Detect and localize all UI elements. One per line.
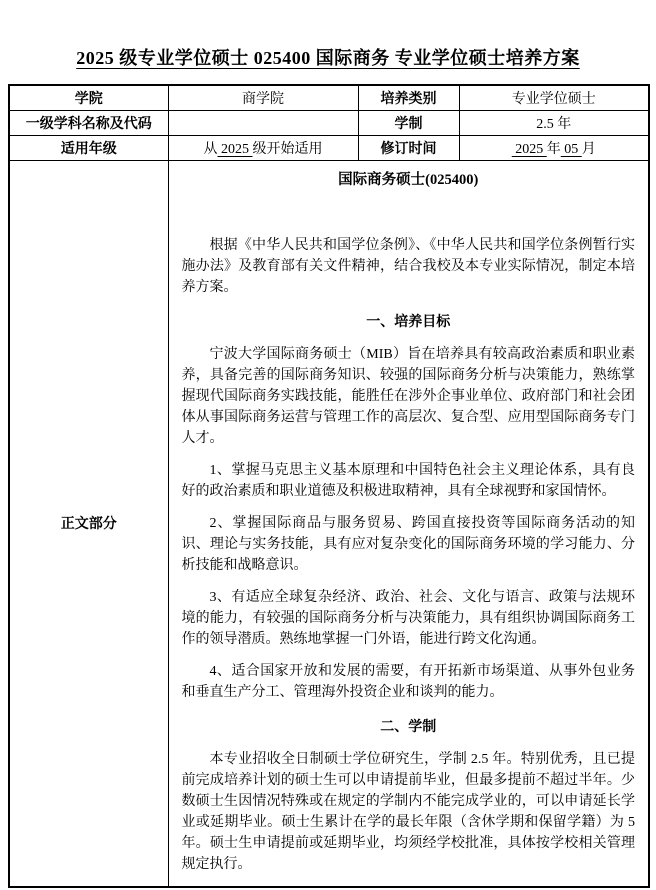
table-row-body bbox=[9, 160, 649, 887]
document-title bbox=[8, 44, 648, 70]
table-row-discipline bbox=[9, 110, 649, 135]
paragraph-intro: 根据《中华人民共和国学位条例》、《中华人民共和国学位条例暂行实施办法》及教育部有关文件精神，结合我校及本专业实际情况，制定本培养方案。 bbox=[181, 237, 635, 295]
table-row-grade bbox=[9, 135, 649, 160]
paragraph-item-4: 4、适合国家开放和发展的需要，有开拓新市场渠道、从事外包业务和垂直生产分工、管理海外投资企业和谈判的能力。 bbox=[181, 663, 635, 700]
paragraph-item-2: 2、掌握国际商品与服务贸易、跨国直接投资等国际商务活动的知识、理论与实务技能，具有应对复杂变化的国际商务环境的学习能力、分析技能和战略意识。 bbox=[181, 515, 635, 573]
table-row-college bbox=[9, 85, 649, 110]
grade-value-prefix: 从 bbox=[203, 141, 218, 157]
revision-year-unit: 年 bbox=[546, 141, 561, 157]
paragraph-goals: 宁波大学国际商务硕士（MIB）旨在培养具有较高政治素质和职业素养，具备完善的国际商务知识、较强的国际商务分析与决策能力，熟练掌握现代国际商务实践技能，能胜任在涉外企事业单位、政府部门和社会团体从事国际商务运营与管理工作的高层次、复合型、应用型国际商务专门人才。 bbox=[181, 346, 635, 446]
category-label: 培养类别 bbox=[358, 85, 459, 110]
college-label: 学院 bbox=[9, 85, 168, 110]
body-section-label: 正文部分 bbox=[9, 160, 168, 887]
category-value: 专业学位硕士 bbox=[459, 85, 649, 110]
program-heading: 国际商务硕士(025400) bbox=[338, 171, 479, 188]
paragraph-item-1: 1、掌握马克思主义基本原理和中国特色社会主义理论体系，具有良好的政治素质和职业道德及积极进取精神，具有全球视野和家国情怀。 bbox=[181, 462, 635, 499]
section-heading-goals: 一、培养目标 bbox=[366, 314, 451, 330]
discipline-value bbox=[168, 110, 358, 135]
college-value: 商学院 bbox=[168, 85, 358, 110]
grade-value-year: 2025 bbox=[217, 141, 253, 157]
body-content bbox=[168, 160, 649, 887]
grade-value-suffix: 级开始适用 bbox=[252, 141, 323, 157]
revision-label: 修订时间 bbox=[358, 135, 459, 160]
duration-value: 2.5 年 bbox=[459, 110, 649, 135]
revision-year: 2025 bbox=[511, 141, 547, 157]
section-heading-schooling: 二、学制 bbox=[380, 719, 437, 735]
revision-month: 05 bbox=[560, 141, 582, 157]
paragraph-item-3: 3、有适应全球复杂经济、政治、社会、文化与语言、政策与法规环境的能力，有较强的国际商务分析与决策能力，具有组织协调国际商务工作的领导潜质。熟练地掌握一门外语，能进行跨文化沟通。 bbox=[181, 589, 635, 647]
revision-month-unit: 月 bbox=[581, 141, 596, 157]
grade-value bbox=[168, 135, 358, 160]
discipline-label: 一级学科名称及代码 bbox=[9, 110, 168, 135]
document-title-text: 2025 级专业学位硕士 025400 国际商务 专业学位硕士培养方案 bbox=[76, 48, 580, 68]
grade-label: 适用年级 bbox=[9, 135, 168, 160]
duration-label: 学制 bbox=[358, 110, 459, 135]
training-plan-table bbox=[8, 84, 650, 888]
paragraph-schooling: 本专业招收全日制硕士学位研究生，学制 2.5 年。特别优秀，且已提前完成培养计划的硕士生可以申请提前毕业，但最多提前不超过半年。少数硕士生因情况特殊或在规定的学制内不能完成学业的，可以申请延长学业或延期毕业。硕士生累计在学的最长年限（含休学期和保留学籍）为 5 年。硕士生申请提前或延期毕业，均须经学校批准，具体按学校相关管理规定执行。 bbox=[181, 751, 635, 872]
revision-value bbox=[459, 135, 649, 160]
